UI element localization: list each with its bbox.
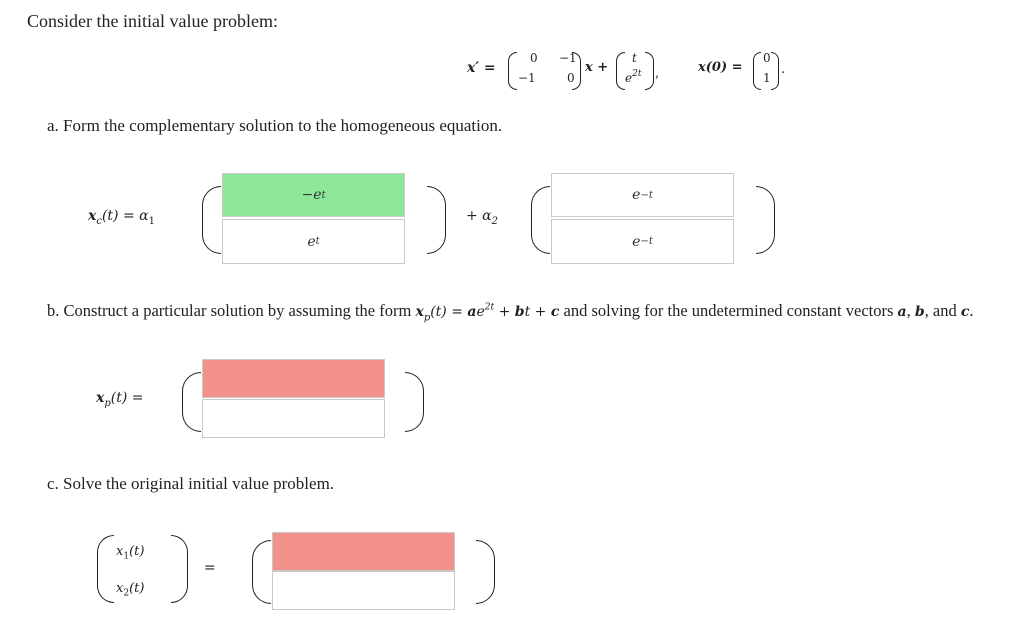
matrix-a12: −1	[559, 51, 577, 65]
solution-left-paren	[252, 540, 271, 604]
ic-left-paren	[753, 52, 761, 90]
forcing-t: t	[632, 51, 637, 65]
matrix-a21: −1	[518, 71, 536, 85]
matrix-a22: 0	[567, 71, 575, 85]
system-comma: ,	[655, 66, 660, 81]
forcing-left-paren	[616, 52, 625, 90]
forcing-right-paren	[645, 52, 654, 90]
ode-system	[460, 48, 800, 94]
matrix-right-paren	[572, 52, 581, 90]
xp-top-input[interactable]	[202, 359, 385, 398]
ic-period: .	[781, 62, 786, 77]
v1-left-paren	[202, 186, 221, 254]
solution-top-input[interactable]	[272, 532, 455, 571]
v2-bottom-input[interactable]: e −t	[551, 219, 734, 264]
v1-top-input[interactable]: −e t	[222, 173, 405, 217]
system-plus: x +	[585, 60, 609, 75]
solution-bottom-input[interactable]	[272, 571, 455, 610]
v2-right-paren	[756, 186, 775, 254]
solution-right-paren	[476, 540, 495, 604]
x-vector-left-paren	[97, 535, 114, 603]
equals-sign: =	[204, 560, 216, 576]
v2-top-input[interactable]: e −t	[551, 173, 734, 217]
ic-right-paren	[771, 52, 779, 90]
alpha2-term: + $\alpha_2$	[466, 208, 499, 227]
initial-condition-lhs: x(0) =	[698, 60, 743, 75]
ic-top: 0	[763, 51, 771, 65]
xp-bottom-input[interactable]	[202, 399, 385, 438]
xp-left-paren	[182, 372, 201, 432]
forcing-exp: $e^{2t}$	[625, 69, 642, 85]
x1-label: $x_1(t)$	[116, 544, 145, 562]
problem-intro: Consider the initial value problem:	[27, 11, 278, 31]
v1-bottom-input[interactable]: e t	[222, 219, 405, 264]
part-c-heading: c. Solve the original initial value problem.	[47, 474, 335, 493]
part-b-heading: b. Construct a particular solution by assuming the form $x_p(t) = ae^{2t}$ + bt + c and solving for the undetermined constant vectors a, b, and c.	[47, 301, 974, 324]
xp-label: $x_p(t)$ =	[96, 390, 144, 409]
v2-left-paren	[531, 186, 550, 254]
xp-right-paren	[405, 372, 424, 432]
v1-right-paren	[427, 186, 446, 254]
x2-label: $x_2(t)$	[116, 581, 145, 599]
ic-bottom: 1	[763, 71, 771, 85]
matrix-a11: 0	[530, 51, 538, 65]
system-lhs: x′ =	[467, 60, 496, 76]
x-vector-right-paren	[171, 535, 188, 603]
matrix-left-paren	[508, 52, 517, 90]
xc-label: $x_c(t) = \alpha_1$	[88, 208, 155, 227]
part-a-heading: a. Form the complementary solution to the homogeneous equation.	[47, 116, 503, 135]
